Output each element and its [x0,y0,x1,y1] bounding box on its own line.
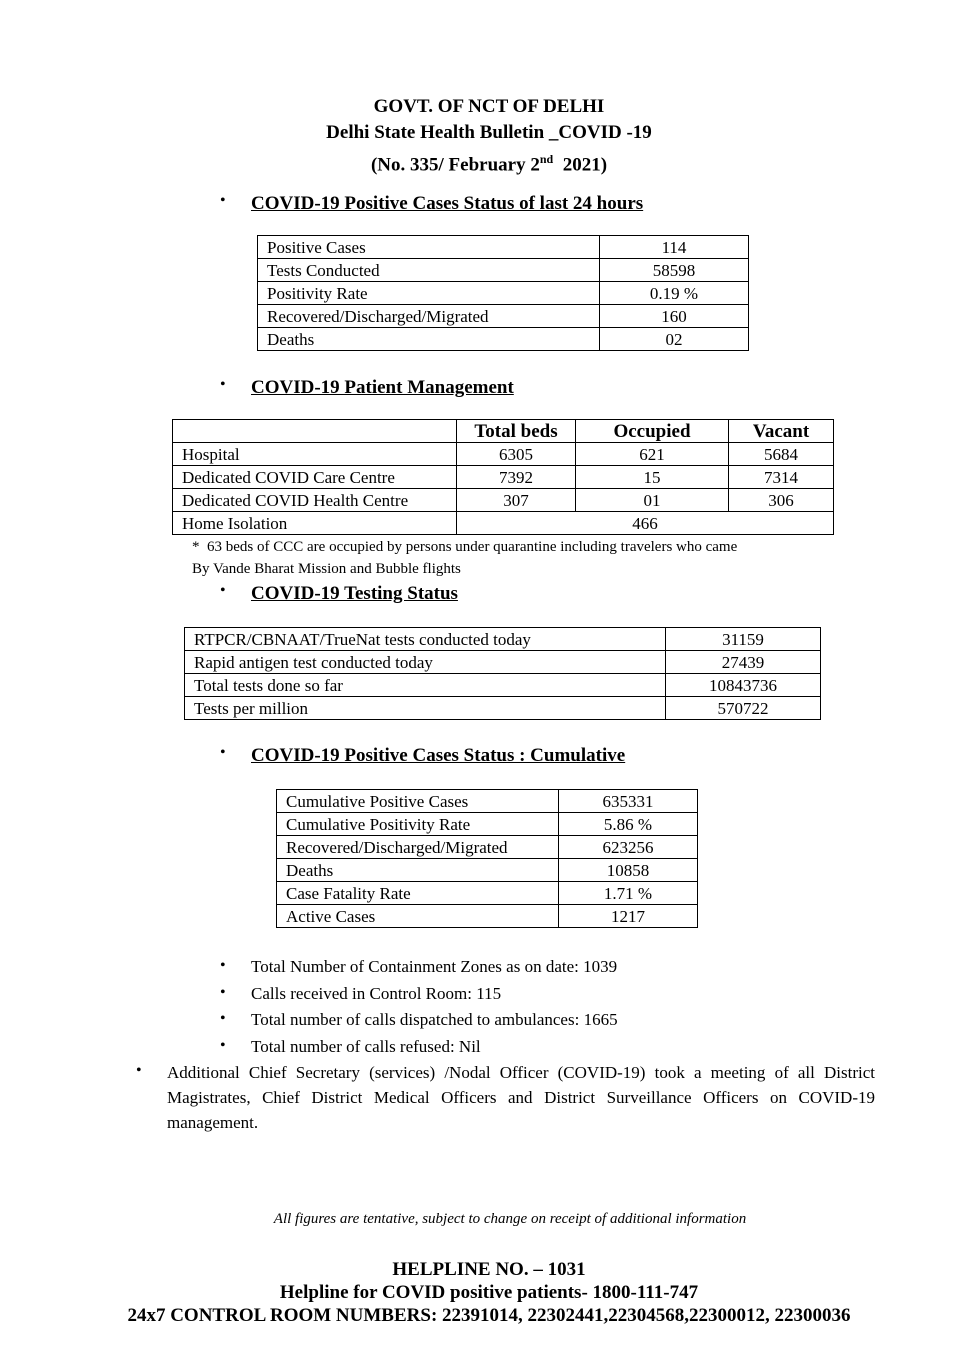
table-cumulative [276,789,698,928]
section-cumulative-title: COVID-19 Positive Cases Status : Cumulative [251,745,626,766]
section-testing-title: COVID-19 Testing Status [251,583,458,604]
table-row: Case Fatality Rate 1.71 % [277,882,698,905]
table-row: Cumulative Positive Cases 635331 [277,790,698,813]
bullet-icon: • [220,376,226,393]
section-24h-title: COVID-19 Positive Cases Status of last 24 hours [251,193,644,214]
header-govt: GOVT. OF NCT OF DELHI [373,96,605,117]
table-row: RTPCR/CBNAAT/TrueNat tests conducted today 31159 [185,628,821,651]
list-item: Calls received in Control Room: 115 [251,984,502,1003]
list-item: Total Number of Containment Zones as on date: 1039 [251,957,618,976]
bullet-icon: • [220,1037,226,1054]
table-row: Dedicated COVID Health Centre 307 01 306 [173,489,834,512]
header-number: (No. 335/ February 2nd 2021) [370,152,608,176]
bullet-icon: • [220,1010,226,1027]
table-testing [184,627,821,720]
table-row: Rapid antigen test conducted today 27439 [185,651,821,674]
control-room-numbers: 24x7 CONTROL ROOM NUMBERS: 22391014, 22302441,22304568,22300012, 22300036 [127,1305,851,1326]
table-row: Hospital 6305 621 5684 [173,443,834,466]
bullet-icon: • [136,1062,142,1079]
list-item: Total number of calls dispatched to ambulances: 1665 [251,1010,618,1029]
bullet-icon: • [220,192,226,209]
header-title: Delhi State Health Bulletin _COVID -19 [326,122,652,143]
table-row: Positive Cases 114 [258,236,749,259]
table-row: Positivity Rate 0.19 % [258,282,749,305]
table-row: Tests Conducted 58598 [258,259,749,282]
table-row: Tests per million 570722 [185,697,821,720]
table-row: Deaths 02 [258,328,749,351]
table-row: Dedicated COVID Care Centre 7392 15 7314 [173,466,834,489]
ccc-note-line2: By Vande Bharat Mission and Bubble flights [192,561,461,577]
bullet-icon: • [220,744,226,761]
disclaimer: All figures are tentative, subject to change on receipt of additional information [273,1211,747,1227]
table-row: Total tests done so far 10843736 [185,674,821,697]
table-row: Recovered/Discharged/Migrated 160 [258,305,749,328]
bullet-icon: • [220,984,226,1001]
table-row: Cumulative Positivity Rate 5.86 % [277,813,698,836]
ccc-note-line1: * 63 beds of CCC are occupied by persons under quarantine including travelers who came [192,539,738,555]
table-row: Recovered/Discharged/Migrated 623256 [277,836,698,859]
bulletin-header [0,94,978,178]
covid-helpline: Helpline for COVID positive patients- 1800-111-747 [279,1282,699,1303]
table-row: Home Isolation 466 [173,512,834,535]
bullet-icon: • [220,582,226,599]
meeting-paragraph: Additional Chief Secretary (services) /Nodal Officer (COVID-19) took a meeting of all District Magistrates, Chief District Medical Officers and District Surveillance Officers on COVID-19 management. [167,1063,875,1132]
table-patient-management [172,419,834,535]
list-item: Total number of calls refused: Nil [251,1037,481,1056]
table-row: Deaths 10858 [277,859,698,882]
table-24h [257,235,749,351]
section-patient-title: COVID-19 Patient Management [251,377,514,398]
bullet-icon: • [220,957,226,974]
table-header-row: Total beds Occupied Vacant [173,420,834,443]
table-row: Active Cases 1217 [277,905,698,928]
helpline-number: HELPLINE NO. – 1031 [392,1259,586,1280]
